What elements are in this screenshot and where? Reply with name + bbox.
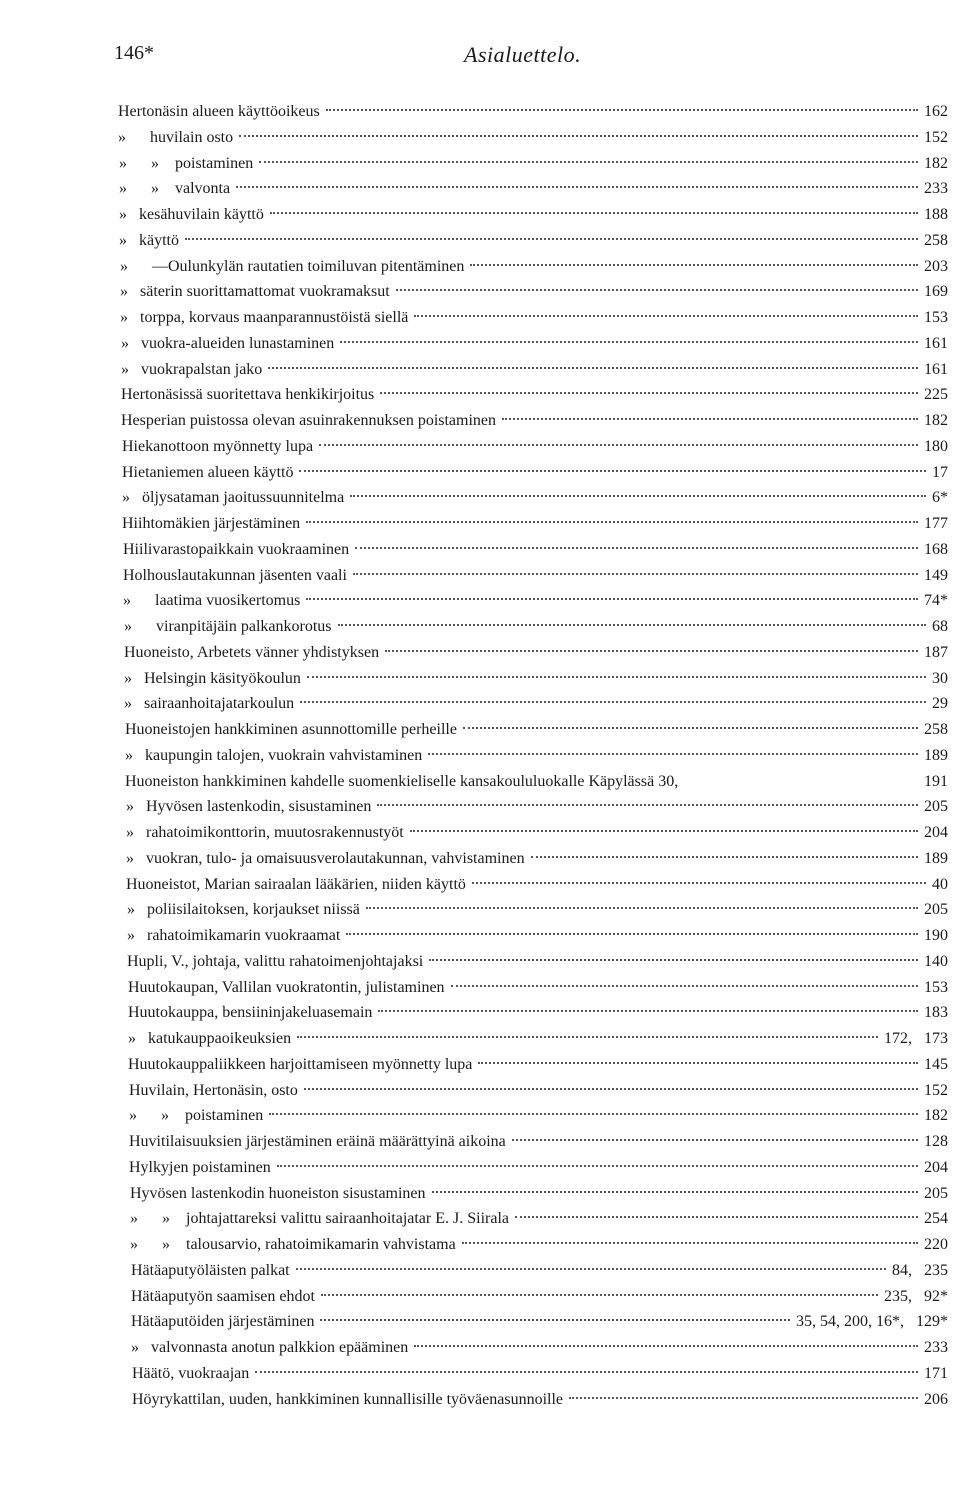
entry-pages: 182 — [924, 1107, 948, 1124]
index-entry — [122, 486, 948, 510]
dot-leader — [410, 830, 918, 832]
page-title: Asialuettelo. — [464, 42, 582, 67]
entry-pages: 233 — [924, 1339, 948, 1356]
dot-leader — [569, 1397, 918, 1399]
entry-pages: 205 — [924, 1185, 948, 1202]
entry-pages: 189 — [924, 850, 948, 867]
entry-text: Hätäaputyöläisten palkat — [131, 1262, 290, 1279]
entry-text: Hylkyjen poistaminen — [129, 1159, 271, 1176]
entry-pages: 188 — [924, 206, 948, 223]
entry-text: Hiilivarastopaikkain vuokraaminen — [123, 541, 350, 558]
index-entry — [119, 177, 948, 201]
entry-pages: 225 — [924, 386, 948, 403]
dot-leader — [385, 650, 918, 652]
dot-leader — [320, 1319, 790, 1321]
entry-text: » käyttö — [119, 232, 179, 249]
index-entry — [124, 641, 948, 665]
entry-text: » katukauppaoikeuksien — [128, 1030, 292, 1047]
entry-pages: 153 — [924, 979, 948, 996]
entry-text: Häätö, vuokraajan — [132, 1365, 250, 1382]
entry-text: Hyvösen lastenkodin huoneiston sisustaminen — [130, 1185, 426, 1202]
index-entry — [132, 1362, 948, 1386]
dot-leader — [377, 804, 918, 806]
entry-text: Huoneistojen hankkiminen asunnottomille perheille — [125, 721, 457, 738]
page-header — [114, 42, 950, 72]
dot-leader — [319, 444, 918, 446]
index-entry — [119, 229, 948, 253]
dot-leader — [353, 573, 918, 575]
index-entry — [122, 461, 948, 485]
entry-text: Höyrykattilan, uuden, hankkiminen kunnallisille työväenasunnoille — [132, 1391, 564, 1408]
index-entry — [123, 538, 948, 562]
index-entry — [126, 821, 948, 845]
entry-pages: 152 — [924, 1082, 948, 1099]
index-entry — [131, 1285, 948, 1309]
entry-text: Hietaniemen alueen käyttö — [122, 464, 294, 481]
entry-text: » huvilain osto — [118, 129, 234, 146]
dot-leader — [259, 161, 918, 163]
entry-pages: 17 — [932, 464, 948, 481]
dot-leader — [414, 315, 918, 317]
dot-leader — [432, 1191, 918, 1193]
index-entry — [130, 1233, 948, 1257]
index-entry — [125, 744, 948, 768]
index-entry — [118, 100, 948, 124]
entry-pages: 161 — [924, 361, 948, 378]
index-entry — [127, 924, 948, 948]
dot-leader — [502, 418, 918, 420]
entry-text: » vuokra-alueiden lunastaminen — [121, 335, 335, 352]
entry-pages: 183 — [924, 1004, 948, 1021]
dot-leader — [299, 470, 926, 472]
entry-pages: 205 — [924, 901, 948, 918]
entry-text: Huoneisto, Arbetets vänner yhdistyksen — [124, 644, 380, 661]
dot-leader — [239, 135, 918, 137]
entry-pages: 162 — [924, 103, 948, 120]
entry-pages: 161 — [924, 335, 948, 352]
entry-text: » torppa, korvaus maanparannustöistä siellä — [120, 309, 409, 326]
entry-text: » vuokran, tulo- ja omaisuusverolautakunnan, vahvistaminen — [126, 850, 525, 867]
index-entry — [128, 1053, 948, 1077]
dot-leader — [428, 753, 918, 755]
index-entry — [121, 409, 948, 433]
entry-pages: 206 — [924, 1391, 948, 1408]
index-entry — [118, 126, 948, 150]
entry-text: Huutokaupan, Vallilan vuokratontin, julistaminen — [128, 979, 445, 996]
entry-pages: 68 — [932, 618, 948, 635]
dot-leader — [326, 109, 918, 111]
index-entry — [119, 203, 948, 227]
index-entry — [121, 358, 948, 382]
entry-pages: 203 — [924, 258, 948, 275]
entry-pages: 149 — [924, 567, 948, 584]
entry-text: » laatima vuosikertomus — [123, 592, 301, 609]
entry-text: Hertonäsin alueen käyttöoikeus — [118, 103, 320, 120]
entry-text: Huoneistot, Marian sairaalan lääkärien, niiden käyttö — [126, 876, 466, 893]
index-entry — [120, 306, 948, 330]
index-entry — [130, 1207, 948, 1231]
index-entry — [128, 976, 948, 1000]
dot-leader — [277, 1165, 918, 1167]
index-entry — [131, 1310, 948, 1334]
index-entry — [130, 1182, 948, 1206]
entry-pages: 205 — [924, 798, 948, 815]
dot-leader — [462, 1242, 918, 1244]
entry-text: » » valvonta — [119, 180, 231, 197]
entry-pages: 6* — [932, 489, 948, 506]
dot-leader — [236, 186, 918, 188]
entry-text: Huutokauppa, bensiininjakeluasemain — [128, 1004, 373, 1021]
dot-leader — [306, 598, 918, 600]
entry-text: » —Oulunkylän rautatien toimiluvan pitentäminen — [120, 258, 465, 275]
entry-pages: 182 — [924, 412, 948, 429]
entry-pages: 182 — [924, 155, 948, 172]
dot-leader — [321, 1294, 878, 1296]
entry-pages: 145 — [924, 1056, 948, 1073]
entry-pages: 128 — [924, 1133, 948, 1150]
entry-pages: 74* — [924, 592, 948, 609]
entry-pages: 172, 173 — [884, 1030, 948, 1047]
dot-leader — [270, 212, 918, 214]
entry-pages: 258 — [924, 232, 948, 249]
entry-text: » Helsingin käsityökoulun — [124, 670, 301, 687]
dot-leader — [470, 264, 918, 266]
dot-leader — [451, 985, 918, 987]
dot-leader — [463, 727, 918, 729]
dot-leader — [338, 624, 926, 626]
index-entry — [128, 1001, 948, 1025]
entry-pages: 180 — [924, 438, 948, 455]
entry-text: Hätäaputyön saamisen ehdot — [131, 1288, 315, 1305]
dot-leader — [304, 1088, 918, 1090]
entry-text: » poliisilaitoksen, korjaukset niissä — [127, 901, 360, 918]
index-entry — [120, 255, 948, 279]
dot-leader — [472, 882, 926, 884]
index-entry — [124, 692, 948, 716]
entry-text: » » poistaminen — [119, 155, 254, 172]
index-entry — [126, 847, 948, 871]
entry-pages: 152 — [924, 129, 948, 146]
dot-leader — [307, 676, 926, 678]
entry-pages: 258 — [924, 721, 948, 738]
entry-text: » kesähuvilain käyttö — [119, 206, 264, 223]
dot-leader — [414, 1345, 918, 1347]
entry-text: Hupli, V., johtaja, valittu rahatoimenjohtajaksi — [127, 953, 424, 970]
entry-pages: 189 — [924, 747, 948, 764]
entry-text: » kaupungin talojen, vuokrain vahvistaminen — [125, 747, 423, 764]
index-entry — [125, 770, 948, 794]
dot-leader — [268, 367, 918, 369]
entry-text: » vuokrapalstan jako — [121, 361, 263, 378]
entry-pages: 254 — [924, 1210, 948, 1227]
dot-leader — [185, 238, 918, 240]
entry-pages: 235, 92* — [884, 1288, 948, 1305]
entry-text: » öljysataman jaoitussuunnitelma — [122, 489, 345, 506]
index-entry — [131, 1336, 948, 1360]
entry-pages: 84, 235 — [892, 1262, 948, 1279]
dot-leader — [340, 341, 918, 343]
index-entry — [120, 280, 948, 304]
index-entry — [129, 1079, 948, 1103]
entry-text: » » poistaminen — [129, 1107, 264, 1124]
entry-text: Hesperian puistossa olevan asuinrakennuksen poistaminen — [121, 412, 497, 429]
dot-leader — [478, 1062, 918, 1064]
index-entry — [126, 795, 948, 819]
dot-leader — [296, 1268, 886, 1270]
index-entry — [121, 332, 948, 356]
entry-text: » viranpitäjäin palkankorotus — [124, 618, 332, 635]
dot-leader — [297, 1036, 878, 1038]
dot-leader — [531, 856, 918, 858]
index-entry — [122, 512, 948, 536]
dot-leader — [515, 1216, 918, 1218]
dot-leader — [269, 1113, 918, 1115]
entry-text: » valvonnasta anotun palkkion epääminen — [131, 1339, 409, 1356]
entry-pages: 169 — [924, 283, 948, 300]
page-number: 146* — [114, 42, 154, 64]
index-entry — [123, 564, 948, 588]
entry-text: Huvilain, Hertonäsin, osto — [129, 1082, 298, 1099]
index-entry — [128, 1027, 948, 1051]
dot-leader — [255, 1371, 918, 1373]
entry-text: » » talousarvio, rahatoimikamarin vahvistama — [130, 1236, 456, 1253]
entry-pages: 168 — [924, 541, 948, 558]
entry-text: » » johtajattareksi valittu sairaanhoitajatar E. J. Siirala — [130, 1210, 509, 1227]
entry-pages: 29 — [932, 695, 948, 712]
entry-text: Holhouslautakunnan jäsenten vaali — [123, 567, 347, 584]
index-entry — [131, 1259, 948, 1283]
dot-leader — [378, 1010, 918, 1012]
dot-leader — [355, 547, 918, 549]
entry-pages: 233 — [924, 180, 948, 197]
index-entry — [129, 1130, 948, 1154]
entry-text: Hiekanottoon myönnetty lupa — [122, 438, 314, 455]
entry-pages: 40 — [932, 876, 948, 893]
entry-text: » Hyvösen lastenkodin, sisustaminen — [126, 798, 372, 815]
index-entry — [123, 589, 948, 613]
entry-pages: 140 — [924, 953, 948, 970]
entry-pages: 177 — [924, 515, 948, 532]
dot-leader — [346, 933, 918, 935]
entry-text: Huvitilaisuuksien järjestäminen eräinä määrättyinä aikoina — [129, 1133, 506, 1150]
index-entry — [127, 950, 948, 974]
index-entry — [124, 615, 948, 639]
entry-pages: 190 — [924, 927, 948, 944]
index-entry — [119, 152, 948, 176]
entry-text: Huoneiston hankkiminen kahdelle suomenkieliselle kansakoululuokalle Käpylässä 30, — [125, 773, 679, 790]
index-entry — [132, 1388, 948, 1412]
index-entry — [129, 1104, 948, 1128]
dot-leader — [380, 392, 918, 394]
entry-pages: 35, 54, 200, 16*, 129* — [796, 1313, 948, 1330]
dot-leader — [396, 289, 918, 291]
index-entry — [121, 383, 948, 407]
dot-leader — [350, 495, 926, 497]
entry-pages: 191 — [924, 773, 948, 790]
entry-text: Huutokauppaliikkeen harjoittamiseen myönnetty lupa — [128, 1056, 473, 1073]
entry-pages: 171 — [924, 1365, 948, 1382]
entry-pages: 187 — [924, 644, 948, 661]
dot-leader — [306, 521, 918, 523]
entry-text: » sairaanhoitajatarkoulun — [124, 695, 295, 712]
index-entry — [124, 667, 948, 691]
index-entry — [129, 1156, 948, 1180]
entry-text: Hertonäsissä suoritettava henkikirjoitus — [121, 386, 375, 403]
entry-pages: 204 — [924, 824, 948, 841]
entry-text: » säterin suorittamattomat vuokramaksut — [120, 283, 390, 300]
index-entry — [127, 898, 948, 922]
index-entry — [126, 873, 948, 897]
dot-leader — [429, 959, 918, 961]
entry-text: Hiihtomäkien järjestäminen — [122, 515, 301, 532]
entry-pages: 204 — [924, 1159, 948, 1176]
dot-leader — [512, 1139, 918, 1141]
entry-text: » rahatoimikonttorin, muutosrakennustyöt — [126, 824, 404, 841]
entry-pages: 30 — [932, 670, 948, 687]
entry-text: » rahatoimikamarin vuokraamat — [127, 927, 341, 944]
entry-text: Hätäaputöiden järjestäminen — [131, 1313, 315, 1330]
index-entry — [122, 435, 948, 459]
index-entry — [125, 718, 948, 742]
dot-leader — [300, 701, 926, 703]
entry-pages: 220 — [924, 1236, 948, 1253]
dot-leader — [366, 907, 918, 909]
entry-pages: 153 — [924, 309, 948, 326]
